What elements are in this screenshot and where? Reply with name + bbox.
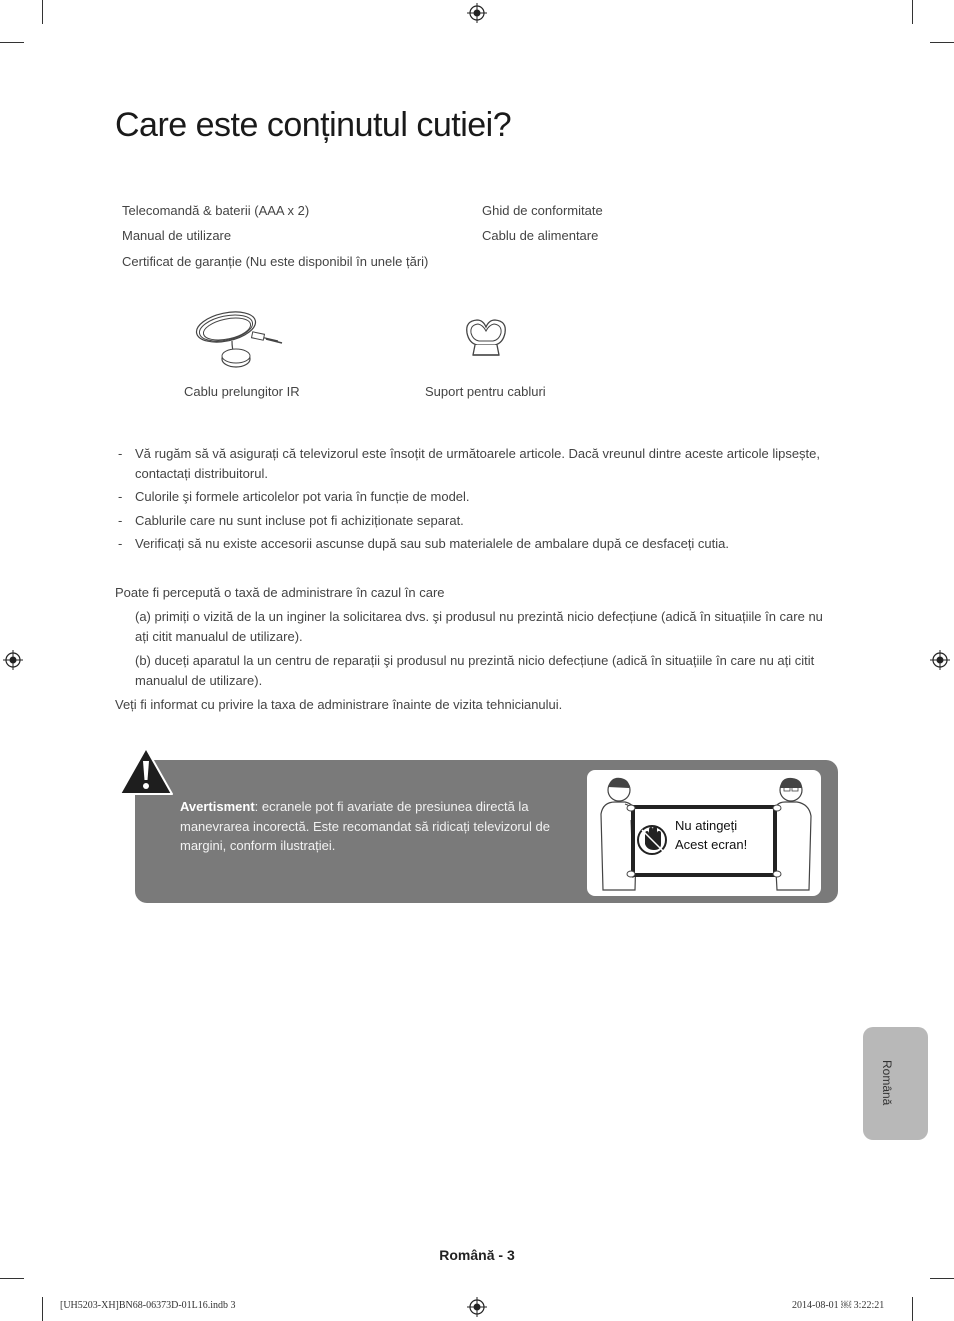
crop-mark [912,1297,913,1321]
cable-holder-icon [461,315,511,361]
crop-mark [930,1278,954,1279]
list-item: - Culorile şi formele articolelor pot varia în funcție de model. [118,489,470,504]
crop-mark [930,42,954,43]
warning-body: : ecranele pot fi avariate de presiunea directă la manevrarea incorectă. Este recomandat să ridicați televizorul de margini, conform ilustrației. [180,799,550,853]
registration-mark-icon [467,1297,487,1317]
sign-text-line-2: Acest ecran! [675,837,748,852]
fee-outro: Veți fi informat cu privire la taxa de administrare înainte de vizita tehnicianului. [115,697,563,712]
side-tab-label: Română [880,1060,894,1106]
warning-triangle-icon [117,745,175,797]
ir-extension-cable-icon [192,305,288,375]
contents-item: Cablu de alimentare [482,228,599,243]
contents-item: Ghid de conformitate [482,203,603,218]
note-text: Verificați să nu existe accesorii ascunse după sau sub materialele de ambalare după ce desfaceți cutia. [135,536,730,551]
registration-mark-icon [467,3,487,23]
illustration-caption: Cablu prelungitor IR [184,384,300,399]
warning-text [180,797,560,856]
illustration-caption: Suport pentru cabluri [425,384,546,399]
registration-mark-icon [3,650,23,670]
page-title: Care este conținutul cutiei? [115,106,512,144]
sign-text-line-1: Nu atingeți [675,818,738,833]
page-number: Română - 3 [439,1247,515,1263]
list-item: - Vă rugăm să vă asigurați că televizorul este însoțit de următoarele articole. Dacă vreunul dintre aceste articole lipsește, contactați distribuitorul. [118,446,821,481]
fee-intro: Poate fi percepută o taxă de administrare în cazul în care [115,585,445,600]
language-side-tab [863,1027,928,1140]
note-text: Vă rugăm să vă asigurați că televizorul este însoțit de următoarele articole. Dacă vreunul dintre aceste articole lipsește, contactați distribuitorul. [135,446,821,481]
contents-item: Telecomandă & baterii (AAA x 2) [122,203,310,218]
crop-mark [42,1297,43,1321]
list-item: - Cablurile care nu sunt incluse pot fi achiziționate separat. [118,512,464,528]
notes-list [115,444,835,558]
people-holding-tv-icon [587,770,821,896]
print-slug-file: [UH5203-XH]BN68-06373D-01L16.indb 3 [60,1300,236,1311]
crop-mark [42,0,43,24]
warning-label: Avertisment [180,799,255,814]
contents-item: Manual de utilizare [122,228,232,243]
contents-item: Certificat de garanție (Nu este disponibil în unele țări) [122,254,429,269]
fee-item-a: (a) primiți o vizită de la un inginer la solicitarea dvs. şi produsul nu prezintă nicio defecțiune (adică în situațiile în care nu ați citit manualul de utilizare). [135,609,823,644]
note-text: Culorile şi formele articolelor pot varia în funcție de model. [135,489,470,504]
fee-item-b: (b) duceți aparatul la un centru de reparații şi produsul nu prezintă nicio defecțiune (adică în situațiile în care nu ați citit manualul de utilizare). [135,653,815,688]
list-item: - Verificați să nu existe accesorii ascunse după sau sub materialele de ambalare după ce desfaceți cutia. [118,536,730,551]
crop-mark [0,1278,24,1279]
registration-mark-icon [930,650,950,670]
print-slug-date: 2014-08-01 ￼ 3:22:21 [792,1300,885,1311]
crop-mark [912,0,913,24]
crop-mark [0,42,24,43]
note-text: Cablurile care nu sunt incluse pot fi achiziționate separat. [135,512,464,528]
